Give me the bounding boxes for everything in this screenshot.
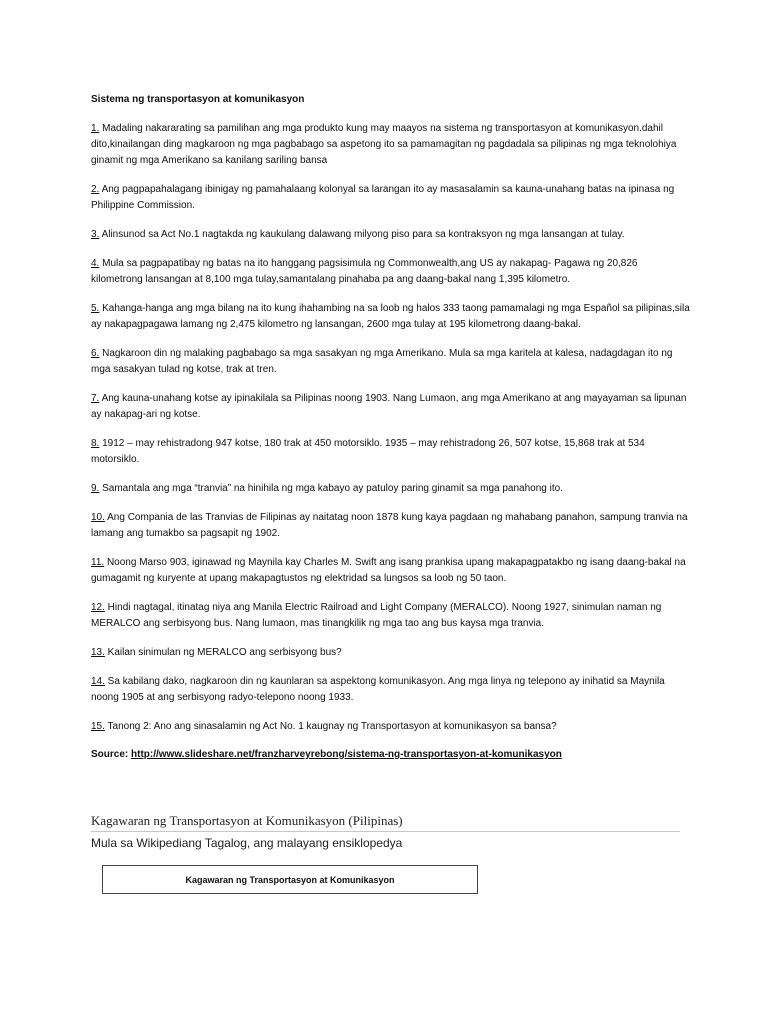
item-number: 2. xyxy=(91,184,100,195)
item-number: 1. xyxy=(91,123,100,134)
source-line xyxy=(91,748,691,762)
item-text: Alinsunod sa Act No.1 nagtakda ng kaukulang dalawang milyong piso para sa kontraksyon ng mga lansangan at tulay. xyxy=(99,229,625,240)
item-text: Mula sa pagpapatibay ng batas na ito hanggang pagsisimula ng Commonwealth,ang US ay nakapag- Pagawa ng 20,826 kilometrong lansangan at 8,100 mga tulay,samantalang pinahaba pa ang daang-bakal nang 1,395 kilometro. xyxy=(91,258,638,285)
item-text: Hindi nagtagal, itinatag niya ang Manila Electric Railroad and Light Company (MERALCO). Noong 1927, sinimulan naman ng MERALCO ang serbisyong bus. Nang lumaon, mas tinangkilik ng mga tao ang bus kaysa mga tranvia. xyxy=(91,602,662,629)
item-number: 13. xyxy=(91,647,105,658)
item-number: 6. xyxy=(91,348,100,359)
item-number: 8. xyxy=(91,438,100,449)
item-number: 10. xyxy=(91,512,105,523)
list-item xyxy=(91,301,691,333)
item-number: 3. xyxy=(91,229,100,240)
item-text: Nagkaroon din ng malaking pagbabago sa mga sasakyan ng mga Amerikano. Mula sa mga karitela at kalesa, nadagdagan ito ng mga sasakyan tulad ng kotse, trak at tren. xyxy=(91,348,673,375)
infobox xyxy=(102,865,478,894)
item-number: 11. xyxy=(91,557,105,568)
item-text: Ang Compania de las Tranvias de Filipinas ay naitatag noon 1878 kung kaya pagdaan ng mahabang panahon, sampung tranvia na lamang ang tumakbo sa pagsapit ng 1902. xyxy=(91,512,688,539)
list-item xyxy=(91,121,691,169)
item-text: Noong Marso 903, iginawad ng Maynila kay Charles M. Swift ang isang prankisa upang makapagpatakbo ng isang daang-bakal na gumagamit ng kuryente at upang makapagtustos ng elektridad sa lungsos sa loob ng 50 taon. xyxy=(91,557,686,584)
list-item xyxy=(91,719,691,735)
wiki-article-title: Kagawaran ng Transportasyon at Komunikasyon (Pilipinas) xyxy=(91,813,680,832)
wiki-subtitle: Mula sa Wikipediang Tagalog, ang malayang ensiklopedya xyxy=(91,836,403,850)
item-number: 7. xyxy=(91,393,100,404)
list-item xyxy=(91,555,691,587)
list-item xyxy=(91,645,691,661)
item-text: Ang pagpapahalagang ibinigay ng pamahalaang kolonyal sa larangan ito ay masasalamin sa kauna-unahang batas na ipinasa ng Philippine Commission. xyxy=(91,184,675,211)
infobox-title: Kagawaran ng Transportasyon at Komunikasyon xyxy=(185,874,395,885)
list-item xyxy=(91,674,691,706)
item-text: Madaling nakararating sa pamilihan ang mga produkto kung may maayos na sistema ng transportasyon at komunikasyon.dahil dito,kinailangan ding magkaroon ng mga pagbabago sa aspetong ito sa pamamagitan ng pagdadala sa pilipinas ng mga teknolohiya ginamit ng mga Amerikano sa kanilang sariling bansa xyxy=(91,123,677,166)
item-text: Kahanga-hanga ang mga bilang na ito kung ihahambing na sa loob ng halos 333 taong pamamalagi ng mga Español sa pilipinas,sila ay nakapagpagawa lamang ng 2,475 kilometro ng lansangan, 2600 mga tulay at 195 kilometrong daang-bakal. xyxy=(91,303,690,330)
item-text: Ang kauna-unahang kotse ay ipinakilala sa Pilipinas noong 1903. Nang Lumaon, ang mga Amerikano at ang mayayaman sa lipunan ay nakapag-ari ng kotse. xyxy=(91,393,687,420)
item-number: 12. xyxy=(91,602,105,613)
list-item xyxy=(91,256,691,288)
list-item xyxy=(91,391,691,423)
list-item xyxy=(91,227,691,243)
list-item xyxy=(91,436,691,468)
item-text: Tanong 2: Ano ang sinasalamin ng Act No. 1 kaugnay ng Transportasyon at komunikasyon sa bansa? xyxy=(104,721,557,732)
document-title: Sistema ng transportasyon at komunikasyon xyxy=(91,94,305,105)
item-number: 9. xyxy=(91,483,100,494)
item-list xyxy=(91,121,691,735)
item-text: 1912 – may rehistradong 947 kotse, 180 trak at 450 motorsiklo. 1935 – may rehistradong 26, 507 kotse, 15,868 trak at 534 motorsiklo. xyxy=(91,438,645,465)
item-text: Sa kabilang dako, nagkaroon din ng kaunlaran sa aspektong komunikasyon. Ang mga linya ng telepono ay inihatid sa Maynila noong 1905 at ang serbisyong radyo-telepono noong 1933. xyxy=(91,676,665,703)
list-item xyxy=(91,182,691,214)
document-body xyxy=(91,93,691,762)
source-label: Source: xyxy=(91,749,132,760)
list-item xyxy=(91,510,691,542)
item-number: 14. xyxy=(91,676,105,687)
source-link[interactable]: http://www.slideshare.net/franzharveyrebong/sistema-ng-transportasyon-at-komunikasyon xyxy=(131,749,562,760)
list-item xyxy=(91,600,691,632)
item-number: 15. xyxy=(91,721,105,732)
list-item xyxy=(91,481,691,497)
list-item xyxy=(91,346,691,378)
item-text: Kailan sinimulan ng MERALCO ang serbisyong bus? xyxy=(104,647,342,658)
item-number: 5. xyxy=(91,303,100,314)
item-text: Samantala ang mga “tranvia” na hinihila ng mga kabayo ay patuloy paring ginamit sa mga panahong ito. xyxy=(99,483,563,494)
item-number: 4. xyxy=(91,258,100,269)
